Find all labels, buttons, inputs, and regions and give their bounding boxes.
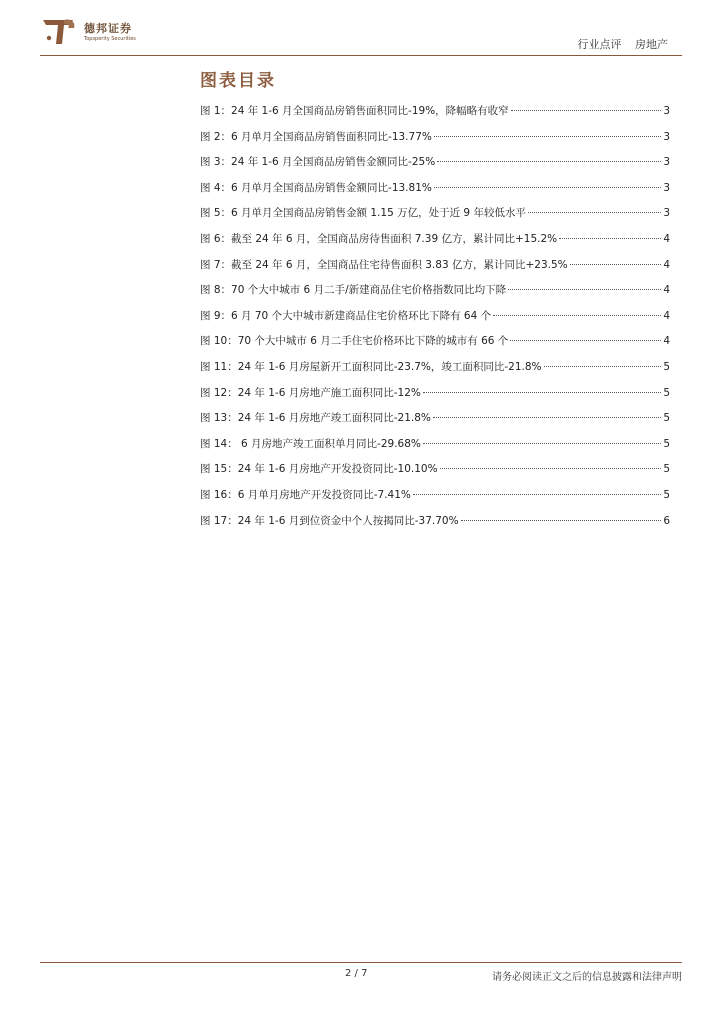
- toc-leader-dots: [433, 417, 661, 418]
- toc-item-page: 5: [663, 412, 670, 425]
- brand-name-en: Topsperity Securities: [84, 36, 136, 42]
- toc-leader-dots: [437, 161, 661, 162]
- report-sector: 房地产: [635, 38, 668, 51]
- toc-leader-dots: [434, 136, 661, 137]
- toc-item-page: 4: [663, 309, 670, 322]
- toc-item-label: 图 9：6 月 70 个大中城市新建商品住宅价格环比下降有 64 个: [200, 309, 492, 322]
- brand-logo-icon: [40, 16, 78, 48]
- toc-item-page: 3: [663, 181, 670, 194]
- toc-item-page: 5: [663, 463, 670, 476]
- toc-item-label: 图 3：24 年 1-6 月全国商品房销售金额同比-25%: [200, 156, 436, 169]
- toc-item-page: 4: [663, 284, 670, 297]
- toc-item[interactable]: [200, 513, 670, 539]
- footer-disclaimer: 请务必阅读正文之后的信息披露和法律声明: [492, 972, 682, 983]
- toc-item-page: 6: [663, 514, 670, 527]
- toc-leader-dots: [544, 366, 662, 367]
- toc-item-page: 5: [663, 386, 670, 399]
- toc-leader-dots: [423, 443, 661, 444]
- toc-item-page: 5: [663, 360, 670, 373]
- toc-leader-dots: [461, 520, 662, 521]
- toc-item[interactable]: [200, 359, 670, 385]
- toc-leader-dots: [570, 264, 662, 265]
- toc-item-label: 图 1：24 年 1-6 月全国商品房销售面积同比-19%，降幅略有收窄: [200, 105, 509, 117]
- toc-item[interactable]: [200, 487, 670, 513]
- page-number: 2 / 7: [345, 968, 368, 979]
- table-of-figures: [200, 103, 670, 538]
- toc-item-page: 4: [663, 232, 670, 245]
- toc-item-label: 图 4：6 月单月全国商品房销售金额同比-13.81%: [200, 181, 432, 194]
- toc-item[interactable]: [200, 461, 670, 487]
- toc-item[interactable]: [200, 333, 670, 359]
- brand-logo: [40, 14, 190, 50]
- brand-name-cn: 德邦证券: [84, 22, 132, 35]
- toc-item-page: 3: [663, 105, 670, 117]
- toc-leader-dots: [559, 238, 661, 239]
- toc-item-label: 图 6：截至 24 年 6 月，全国商品房待售面积 7.39 亿方，累计同比+15.2%: [200, 232, 558, 245]
- toc-item[interactable]: [200, 154, 670, 180]
- toc-leader-dots: [511, 110, 662, 111]
- toc-item-page: 4: [663, 335, 670, 348]
- toc-item[interactable]: [200, 308, 670, 334]
- toc-item-page: 3: [663, 207, 670, 220]
- toc-leader-dots: [508, 289, 661, 290]
- toc-leader-dots: [510, 340, 661, 341]
- toc-leader-dots: [434, 187, 661, 188]
- toc-item[interactable]: [200, 282, 670, 308]
- toc-title: 图表目录: [200, 71, 276, 91]
- toc-item-page: 3: [663, 156, 670, 169]
- toc-item-label: 图 15：24 年 1-6 月房地产开发投资同比-10.10%: [200, 463, 438, 476]
- toc-item[interactable]: [200, 436, 670, 462]
- toc-item-label: 图 7：截至 24 年 6 月，全国商品住宅待售面积 3.83 亿方，累计同比+23.5%: [200, 258, 568, 271]
- header-divider: [40, 55, 682, 56]
- page-header: [40, 14, 682, 56]
- toc-item-label: 图 12：24 年 1-6 月房地产施工面积同比-12%: [200, 386, 421, 399]
- toc-item[interactable]: [200, 385, 670, 411]
- toc-item-label: 图 2：6 月单月全国商品房销售面积同比-13.77%: [200, 130, 432, 143]
- toc-item[interactable]: [200, 231, 670, 257]
- toc-item-label: 图 16：6 月单月房地产开发投资同比-7.41%: [200, 488, 411, 501]
- toc-leader-dots: [528, 212, 661, 213]
- toc-leader-dots: [493, 315, 661, 316]
- toc-item[interactable]: [200, 205, 670, 231]
- toc-item[interactable]: [200, 180, 670, 206]
- toc-item-label: 图 10：70 个大中城市 6 月二手住宅价格环比下降的城市有 66 个: [200, 335, 509, 348]
- toc-leader-dots: [440, 468, 662, 469]
- toc-item-label: 图 13：24 年 1-6 月房地产竣工面积同比-21.8%: [200, 412, 431, 425]
- report-category: [568, 36, 669, 52]
- toc-item-label: 图 11：24 年 1-6 月房屋新开工面积同比-23.7%，竣工面积同比-21.8%: [200, 360, 542, 373]
- toc-item-label: 图 14： 6 月房地产竣工面积单月同比-29.68%: [200, 437, 421, 450]
- toc-item-page: 4: [663, 258, 670, 271]
- toc-item-page: 5: [663, 437, 670, 450]
- report-type: 行业点评: [577, 38, 622, 51]
- toc-item[interactable]: [200, 129, 670, 155]
- toc-item-label: 图 17：24 年 1-6 月到位资金中个人按揭同比-37.70%: [200, 514, 459, 527]
- toc-item[interactable]: [200, 257, 670, 283]
- toc-item-label: 图 8：70 个大中城市 6 月二手/新建商品住宅价格指数同比均下降: [200, 284, 507, 297]
- toc-leader-dots: [413, 494, 661, 495]
- footer-divider: [40, 962, 682, 963]
- toc-leader-dots: [423, 392, 661, 393]
- toc-item[interactable]: [200, 103, 670, 129]
- toc-item[interactable]: [200, 410, 670, 436]
- toc-item-page: 3: [663, 130, 670, 143]
- toc-item-label: 图 5：6 月单月全国商品房销售金额 1.15 万亿，处于近 9 年较低水平: [200, 207, 526, 220]
- toc-item-page: 5: [663, 488, 670, 501]
